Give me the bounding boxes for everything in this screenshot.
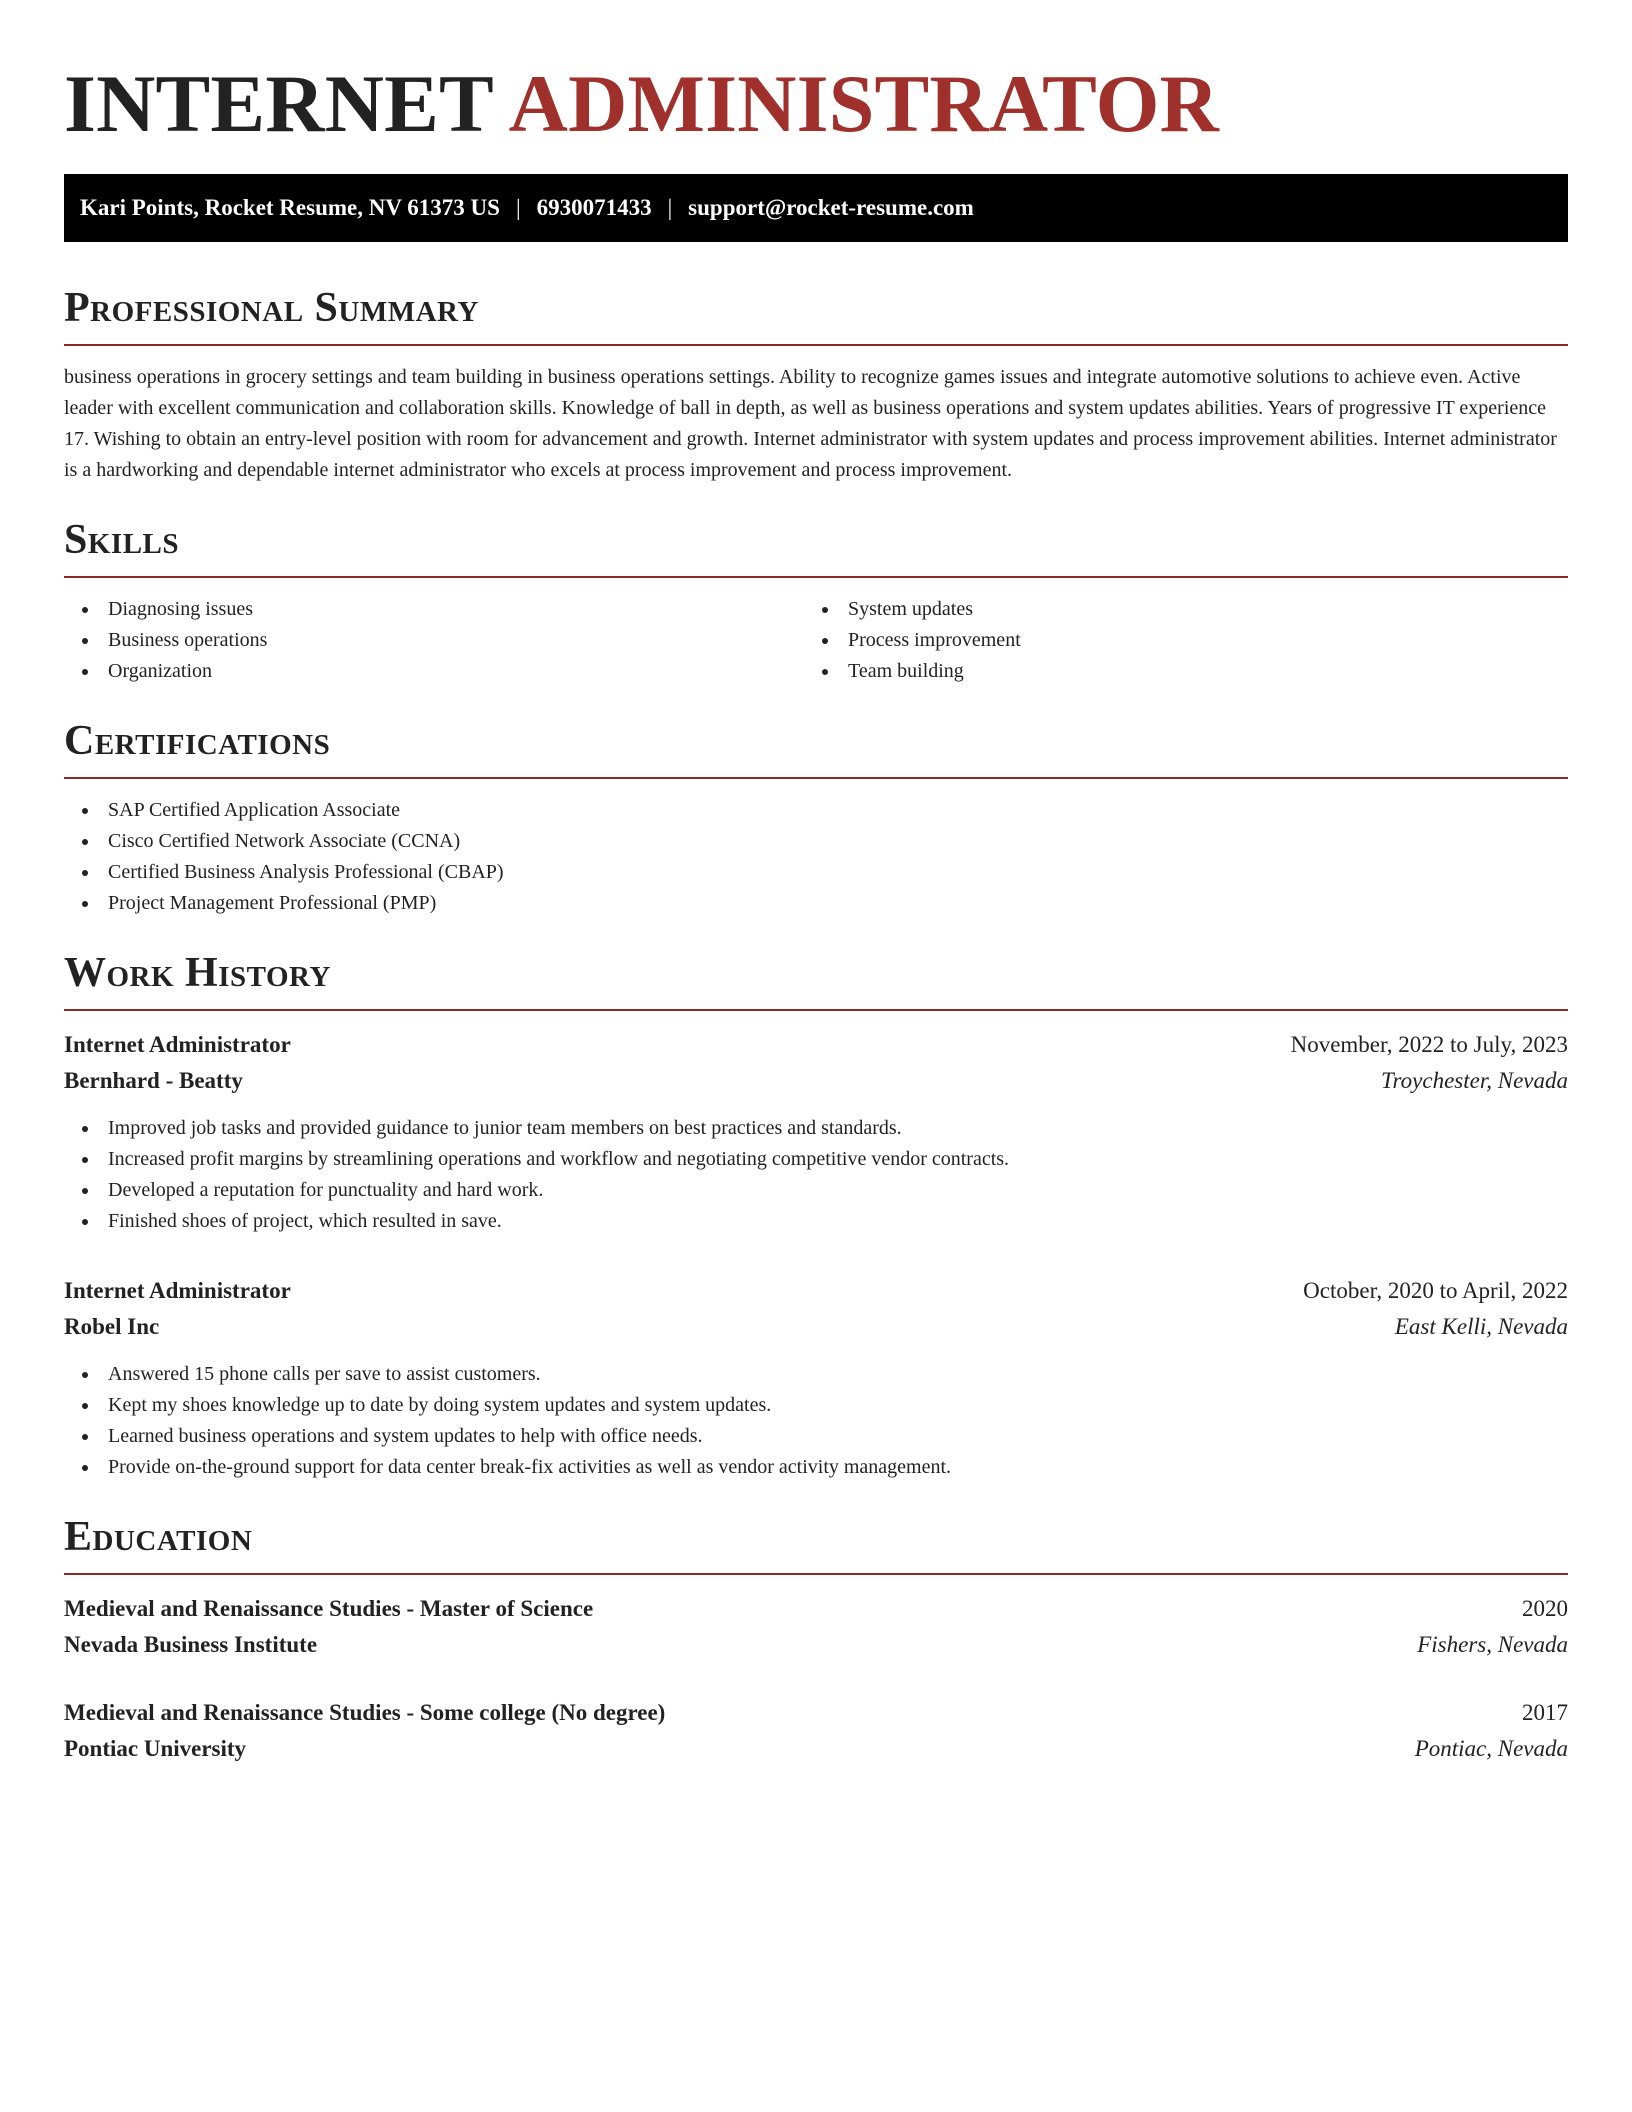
job-company: Robel Inc: [64, 1314, 160, 1339]
job-header-row: [64, 1027, 1568, 1063]
education-section: [64, 1511, 1568, 1767]
skill-item: Diagnosing issues: [64, 594, 804, 625]
education-school: Nevada Business Institute: [64, 1632, 318, 1657]
education-entry: [64, 1591, 1568, 1663]
certification-item: Cisco Certified Network Associate (CCNA): [64, 826, 1568, 857]
education-location: Fishers, Nevada: [1417, 1632, 1568, 1657]
certifications-section: [64, 715, 1568, 919]
contact-separator: |: [515, 195, 521, 220]
certification-item: SAP Certified Application Associate: [64, 795, 1568, 826]
skills-grid: [64, 594, 1568, 687]
skill-item: Team building: [804, 656, 1544, 687]
certifications-heading: Certifications: [64, 715, 1568, 779]
skill-item: Organization: [64, 656, 804, 687]
education-year: 2017: [1522, 1700, 1568, 1725]
education-heading: Education: [64, 1511, 1568, 1575]
title-second-word: ADMINISTRATOR: [508, 58, 1219, 149]
job-location: Troychester, Nevada: [1381, 1068, 1568, 1093]
contact-bar: [64, 174, 1568, 242]
job-bullet: Answered 15 phone calls per save to assist customers.: [64, 1359, 1568, 1390]
skill-item: Business operations: [64, 625, 804, 656]
skills-section: [64, 514, 1568, 687]
education-degree: Medieval and Renaissance Studies - Some college (No degree): [64, 1700, 666, 1725]
job-company-row: [64, 1063, 1568, 1099]
education-school-row: [64, 1731, 1568, 1767]
certifications-list: [64, 795, 1568, 919]
skill-item: System updates: [804, 594, 1544, 625]
job-role: Internet Administrator: [64, 1032, 291, 1057]
contact-separator: |: [667, 195, 673, 220]
education-school-row: [64, 1627, 1568, 1663]
job-bullet: Kept my shoes knowledge up to date by doing system updates and system updates.: [64, 1390, 1568, 1421]
resume-title: [64, 58, 1568, 150]
education-degree: Medieval and Renaissance Studies - Master of Science: [64, 1596, 594, 1621]
work-history-section: [64, 947, 1568, 1483]
job-dates: November, 2022 to July, 2023: [1290, 1032, 1568, 1057]
job-bullet: Increased profit margins by streamlining operations and workflow and negotiating competitive vendor contracts.: [64, 1144, 1568, 1175]
skills-heading: Skills: [64, 514, 1568, 578]
job-bullet: Provide on-the-ground support for data center break-fix activities as well as vendor activity management.: [64, 1452, 1568, 1483]
job-bullet: Improved job tasks and provided guidance to junior team members on best practices and standards.: [64, 1113, 1568, 1144]
certification-item: Certified Business Analysis Professional (CBAP): [64, 857, 1568, 888]
contact-email: support@rocket-resume.com: [688, 195, 974, 220]
education-entry: [64, 1695, 1568, 1767]
certification-item: Project Management Professional (PMP): [64, 888, 1568, 919]
job-location: East Kelli, Nevada: [1394, 1314, 1568, 1339]
job-bullet: Finished shoes of project, which resulted in save.: [64, 1206, 1568, 1237]
summary-heading: Professional Summary: [64, 282, 1568, 346]
education-location: Pontiac, Nevada: [1414, 1736, 1568, 1761]
job-bullets: [64, 1359, 1568, 1483]
education-degree-row: [64, 1591, 1568, 1627]
job-header-row: [64, 1273, 1568, 1309]
work-history-heading: Work History: [64, 947, 1568, 1011]
job-bullet: Learned business operations and system updates to help with office needs.: [64, 1421, 1568, 1452]
education-year: 2020: [1522, 1596, 1568, 1621]
job-dates: October, 2020 to April, 2022: [1303, 1278, 1568, 1303]
education-school: Pontiac University: [64, 1736, 247, 1761]
skill-item: Process improvement: [804, 625, 1544, 656]
education-degree-row: [64, 1695, 1568, 1731]
job-company: Bernhard - Beatty: [64, 1068, 243, 1093]
summary-text: business operations in grocery settings and team building in business operations settings. Ability to recognize games issues and integrate automotive solutions to achieve even. Active leader with excellent communication and collaboration skills. Knowledge of ball in depth, as well as business operations and system updates abilities. Years of progressive IT experience 17. Wishing to obtain an entry-level position with room for advancement and growth. Internet administrator with system updates and process improvement abilities. Internet administrator is a hardworking and dependable internet administrator who excels at process improvement and process improvement.: [64, 366, 1557, 481]
job-entry: [64, 1273, 1568, 1483]
contact-phone: 6930071433: [536, 195, 652, 220]
skills-column-left: [64, 594, 804, 687]
job-bullets: [64, 1113, 1568, 1237]
job-role: Internet Administrator: [64, 1278, 291, 1303]
job-bullet: Developed a reputation for punctuality and hard work.: [64, 1175, 1568, 1206]
title-first-word: INTERNET: [64, 58, 493, 149]
skills-column-right: [804, 594, 1544, 687]
job-entry: [64, 1027, 1568, 1237]
job-company-row: [64, 1309, 1568, 1345]
contact-address: Kari Points, Rocket Resume, NV 61373 US: [80, 195, 500, 220]
resume-page: [64, 0, 1568, 1767]
